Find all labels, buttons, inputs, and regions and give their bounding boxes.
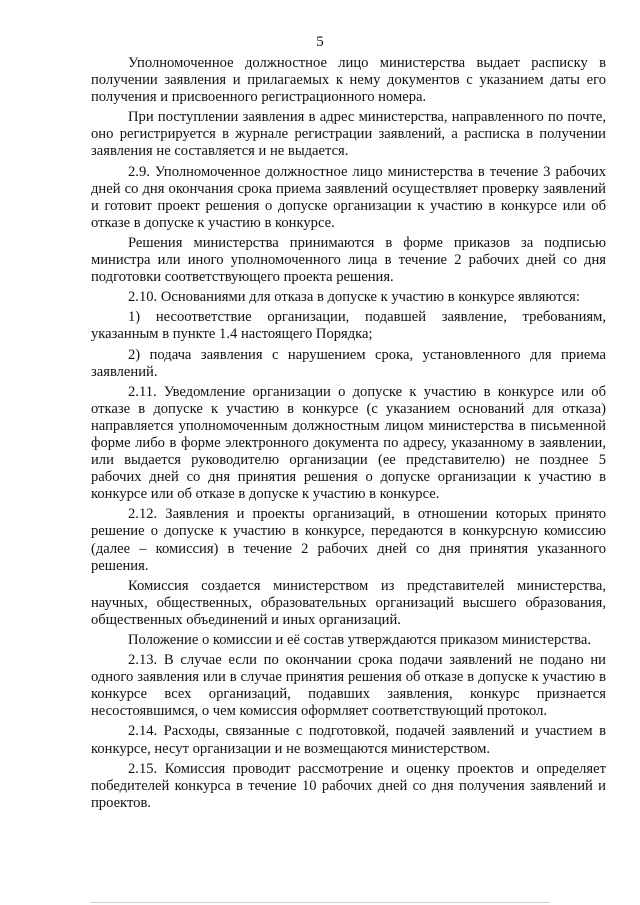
paragraph-decisions: Решения министерства принимаются в форме приказов за подписью министра или иного уполномоченного лица в течение 2 рабочих дней со дня подготовки соответствующего проекта решения.	[91, 234, 606, 286]
paragraph-2-15: 2.15. Комиссия проводит рассмотрение и оценку проектов и определяет победителей конкурса в течение 10 рабочих дней со дня получения заявлений и проектов.	[91, 760, 606, 811]
paragraph-2-14: 2.14. Расходы, связанные с подготовкой, подачей заявлений и участием в конкурсе, несут организации и не возмещаются министерством.	[91, 723, 606, 757]
paragraph-commission: Комиссия создается министерством из представителей министерства, научных, общественных, образовательных организаций высшего образования, общественных объединений и иных организаций.	[91, 577, 606, 628]
document-body	[91, 55, 606, 815]
list-item-1: 1) несоответствие организации, подавшей заявление, требованиям, указанным в пункте 1.4 настоящего Порядка;	[91, 309, 606, 343]
paragraph-mail-registration: При поступлении заявления в адрес министерства, направленного по почте, оно регистрируется в журнале регистрации заявлений, а расписка в получении заявления не составляется и не выдается.	[91, 109, 606, 160]
paragraph-2-12: 2.12. Заявления и проекты организаций, в отношении которых принято решение о допуске к участию в конкурсе, передаются в конкурсную комиссию (далее – комиссия) в течение 2 рабочих дней со дня принятия указанного решения.	[91, 506, 606, 574]
paragraph-2-9: 2.9. Уполномоченное должностное лицо министерства в течение 3 рабочих дней со дня окончания срока приема заявлений осуществляет проверку заявлений и готовит проект решения о допуске организации к участию в конкурсе или об отказе в допуске к участию в конкурсе.	[91, 163, 606, 231]
paragraph-regulation: Положение о комиссии и её состав утверждаются приказом министерства.	[128, 632, 591, 648]
page-number: 5	[316, 34, 324, 50]
scan-edge-line	[90, 902, 550, 903]
paragraph-2-11: 2.11. Уведомление организации о допуске к участию в конкурсе или об отказе в допуске к участию в конкурсе (с указанием оснований для отказа) направляется уполномоченным должностным лицом министерства в письменной форме либо в форме электронного документа по адресу, указанному в заявлении, или выдается руководителю организации (ее представителю) не позднее 5 рабочих дней со дня принятия решения о допуске организации к участию в конкурсе или об отказе в допуске к участию в конкурсе.	[91, 383, 606, 503]
paragraph-2-10: 2.10. Основаниями для отказа в допуске к участию в конкурсе являются:	[128, 289, 580, 306]
list-item-2: 2) подача заявления с нарушением срока, установленного для приема заявлений.	[91, 346, 606, 380]
paragraph-receipt: Уполномоченное должностное лицо министерства выдает расписку в получении заявления и прилагаемых к нему документов с указанием даты его получения и присвоенного регистрационного номера.	[91, 55, 606, 106]
paragraph-2-13: 2.13. В случае если по окончании срока подачи заявлений не подано ни одного заявления или в случае принятия решения об отказе в допуске к участию в конкурсе всех организаций, подавших заявления, конкурс признается несостоявшимся, о чем комиссия оформляет соответствующий протокол.	[91, 652, 606, 720]
